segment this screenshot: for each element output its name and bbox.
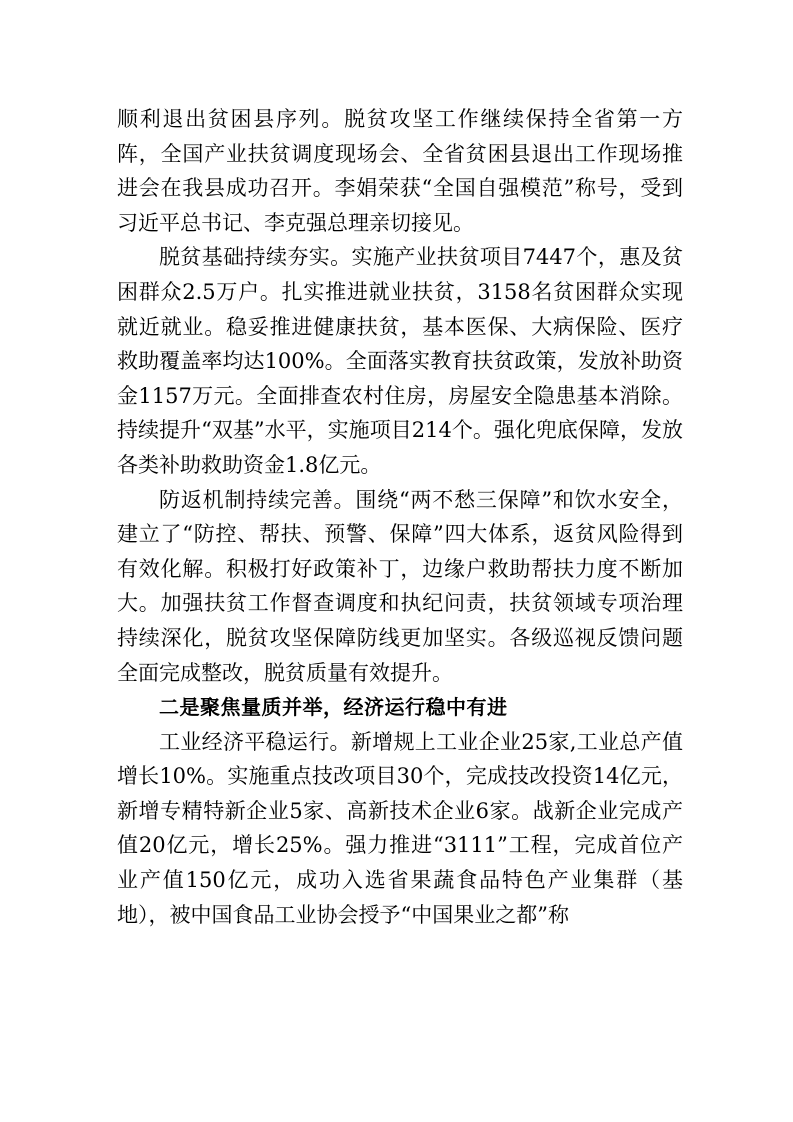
paragraph-continuation: 顺利退出贫困县序列。脱贫攻坚工作继续保持全省第一方阵，全国产业扶贫调度现场会、全省贫困县退出工作现场推进会在我县成功召开。李娟荣获“全国自强模范”称号，受到习近平总书记、李克强总理亲切接见。: [117, 107, 683, 235]
paragraph-poverty-foundation: 脱贫基础持续夯实。实施产业扶贫项目7447个，惠及贫困群众2.5万户。扎实推进就业扶贫，3158名贫困群众实现就近就业。稳妥推进健康扶贫，基本医保、大病保险、医疗救助覆盖率均达100%。全面落实教育扶贫政策，发放补助资金1157万元。全面排查农村住房，房屋安全隐患基本消除。持续提升“双基”水平，实施项目214个。强化兜底保障，发放各类补助救助资金1.8亿元。: [117, 245, 683, 477]
paragraph-industrial-economy: 工业经济平稳运行。新增规上工业企业25家,工业总产值增长10%。实施重点技改项目30个，完成技改投资14亿元，新增专精特新企业5家、高新技术企业6家。战新企业完成产值20亿元，增长25%。强力推进“3111”工程，完成首位产业产值150亿元，成功入选省果蔬食品特色产业集群（基地），被中国食品工业协会授予“中国果业之都”称: [117, 729, 683, 927]
document-page: [117, 102, 683, 932]
paragraph-anti-return-mechanism: 防返机制持续完善。围绕“两不愁三保障”和饮水安全，建立了“防控、帮扶、预警、保障”四大体系，返贫风险得到有效化解。积极打好政策补丁，边缘户救助帮扶力度不断加大。加强扶贫工作督查调度和执纪问责，扶贫领域专项治理持续深化，脱贫攻坚保障防线更加坚实。各级巡视反馈问题全面完成整改，脱贫质量有效提升。: [117, 487, 683, 685]
section-heading: 二是聚焦量质并举，经济运行稳中有进: [159, 695, 508, 720]
